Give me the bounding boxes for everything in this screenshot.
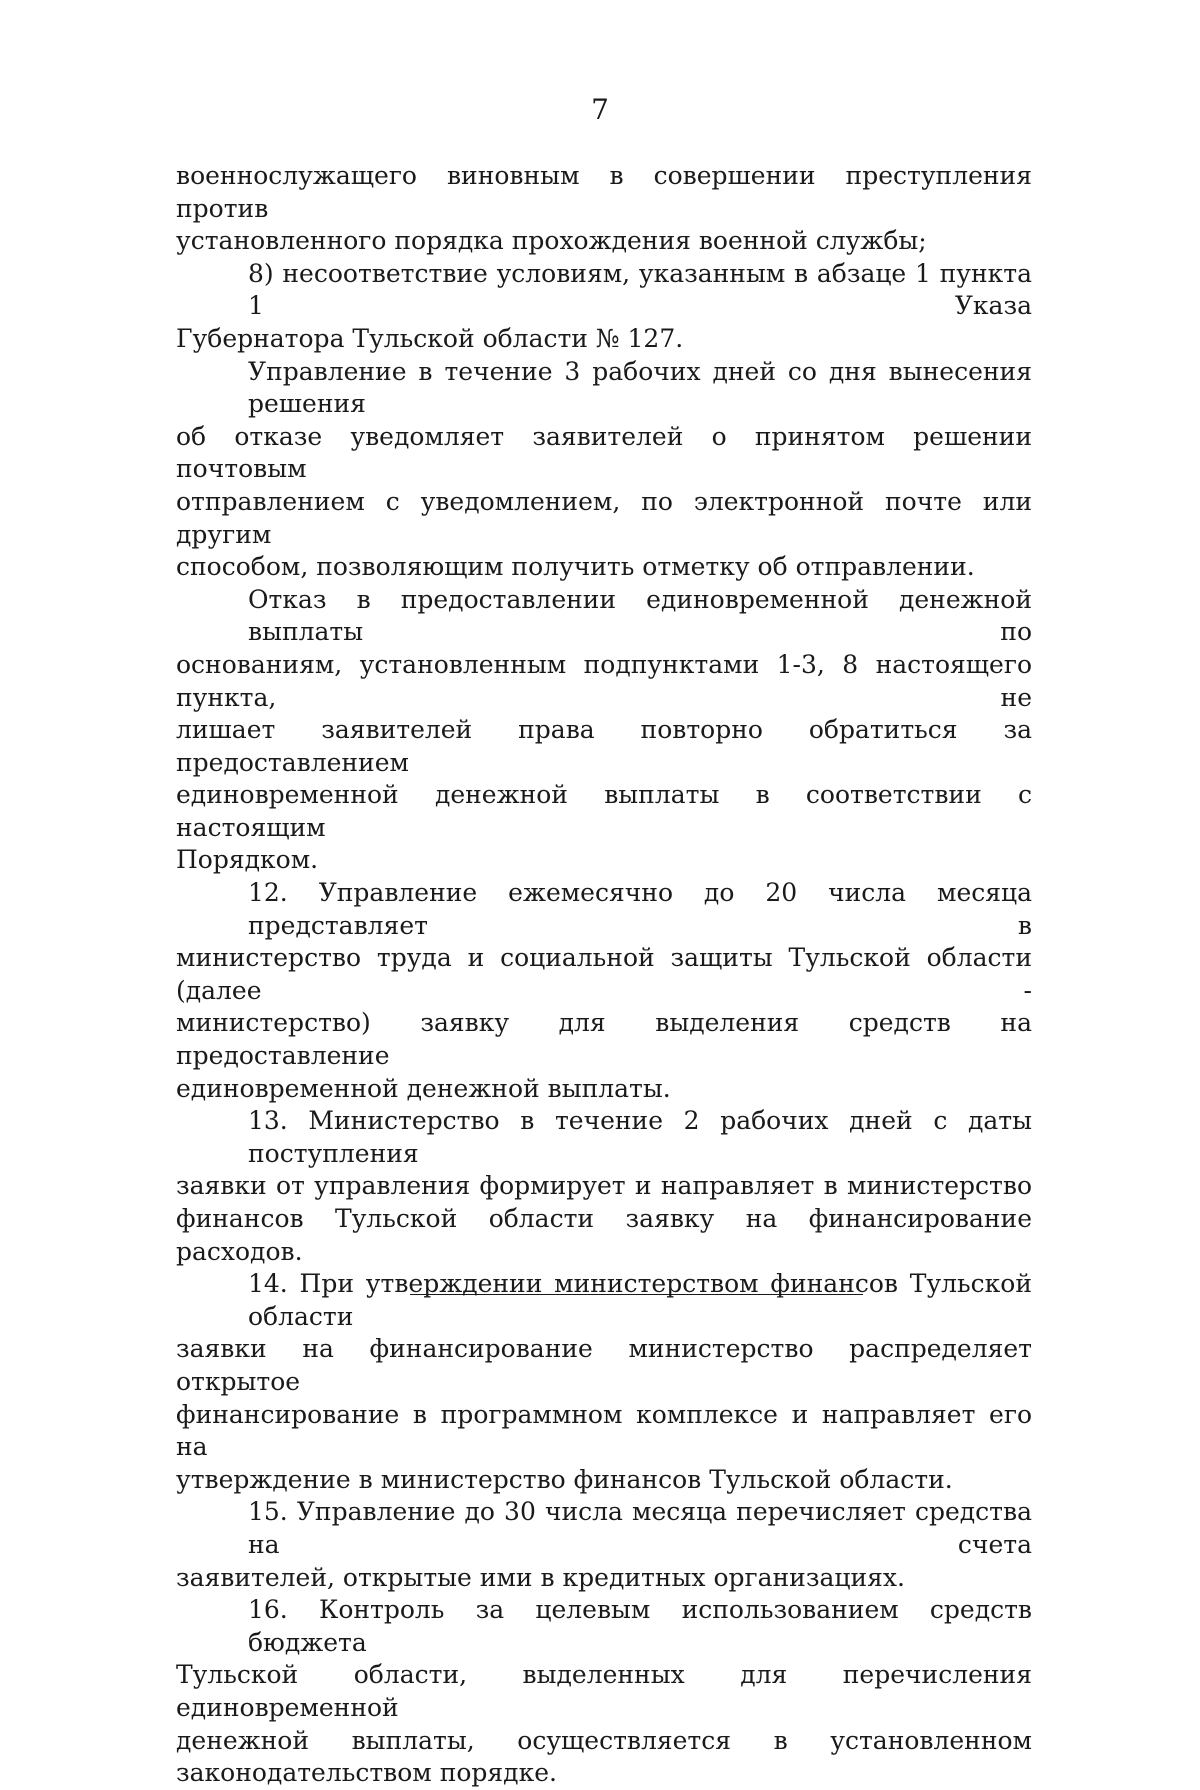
text-line: министерство труда и социальной защиты Тульской области (далее - <box>176 943 1032 1005</box>
paragraph-item-8 <box>176 258 1032 356</box>
paragraph-continuation <box>176 160 1032 258</box>
text-line: лишает заявителей права повторно обратиться за предоставлением <box>176 715 1032 777</box>
paragraph-12 <box>176 877 1032 1105</box>
text-line: министерство) заявку для выделения средств на предоставление <box>176 1008 1032 1071</box>
text-line: финансирование в программном комплексе и направляет его на <box>176 1399 1032 1462</box>
text-line: отправлением с уведомлением, по электронной почте или другим <box>176 486 1032 549</box>
text-line: об отказе уведомляет заявителей о принятом решении почтовым <box>176 421 1032 484</box>
text-line: основаниям, установленным подпунктами 1-3, 8 настоящего пункта, не <box>176 649 1032 712</box>
text-line: заявки от управления формирует и направляет в министерство <box>176 1171 1032 1201</box>
paragraph-16 <box>176 1594 1032 1790</box>
page-number: 7 <box>591 93 609 126</box>
paragraph-refusal <box>176 584 1032 877</box>
text-line: единовременной денежной выплаты. <box>176 1073 671 1103</box>
text-line: Отказ в предоставлении единовременной денежной выплаты по <box>248 584 1032 647</box>
text-line: военнослужащего виновным в совершении преступления против <box>176 161 1032 223</box>
paragraph-notification <box>176 356 1032 584</box>
text-line: 13. Министерство в течение 2 рабочих дней с даты поступления <box>248 1106 1032 1168</box>
text-line: 14. При утверждении министерством финансов Тульской области <box>248 1269 1032 1331</box>
text-line: законодательством порядке. <box>176 1758 557 1788</box>
text-line: единовременной денежной выплаты в соответствии с настоящим <box>176 780 1032 842</box>
text-line: утверждение в министерство финансов Тульской области. <box>176 1464 953 1494</box>
text-line: 15. Управление до 30 числа месяца перечисляет средства на счета <box>248 1497 1032 1559</box>
text-line: денежной выплаты, осуществляется в установленном <box>176 1725 1032 1755</box>
text-line: Порядком. <box>176 845 319 875</box>
text-line: 8) несоответствие условиям, указанным в абзаце 1 пункта 1 Указа <box>248 258 1032 321</box>
text-line: Тульской области, выделенных для перечисления единовременной <box>176 1660 1032 1722</box>
text-line: 12. Управление ежемесячно до 20 числа месяца представляет в <box>248 878 1032 940</box>
document-body <box>176 160 1032 1790</box>
end-separator-line <box>410 1294 863 1295</box>
text-line: 16. Контроль за целевым использованием средств бюджета <box>248 1595 1032 1657</box>
paragraph-15 <box>176 1496 1032 1594</box>
text-line: заявителей, открытые ими в кредитных организациях. <box>176 1562 905 1592</box>
text-line: установленного порядка прохождения военной службы; <box>176 226 927 256</box>
text-line: финансов Тульской области заявку на финансирование расходов. <box>176 1204 1032 1266</box>
text-line: Губернатора Тульской области № 127. <box>176 323 684 353</box>
text-line: способом, позволяющим получить отметку об отправлении. <box>176 552 975 582</box>
text-line: Управление в течение 3 рабочих дней со дня вынесения решения <box>248 356 1032 419</box>
paragraph-14 <box>176 1268 1032 1496</box>
text-line: заявки на финансирование министерство распределяет открытое <box>176 1334 1032 1396</box>
paragraph-13 <box>176 1105 1032 1268</box>
